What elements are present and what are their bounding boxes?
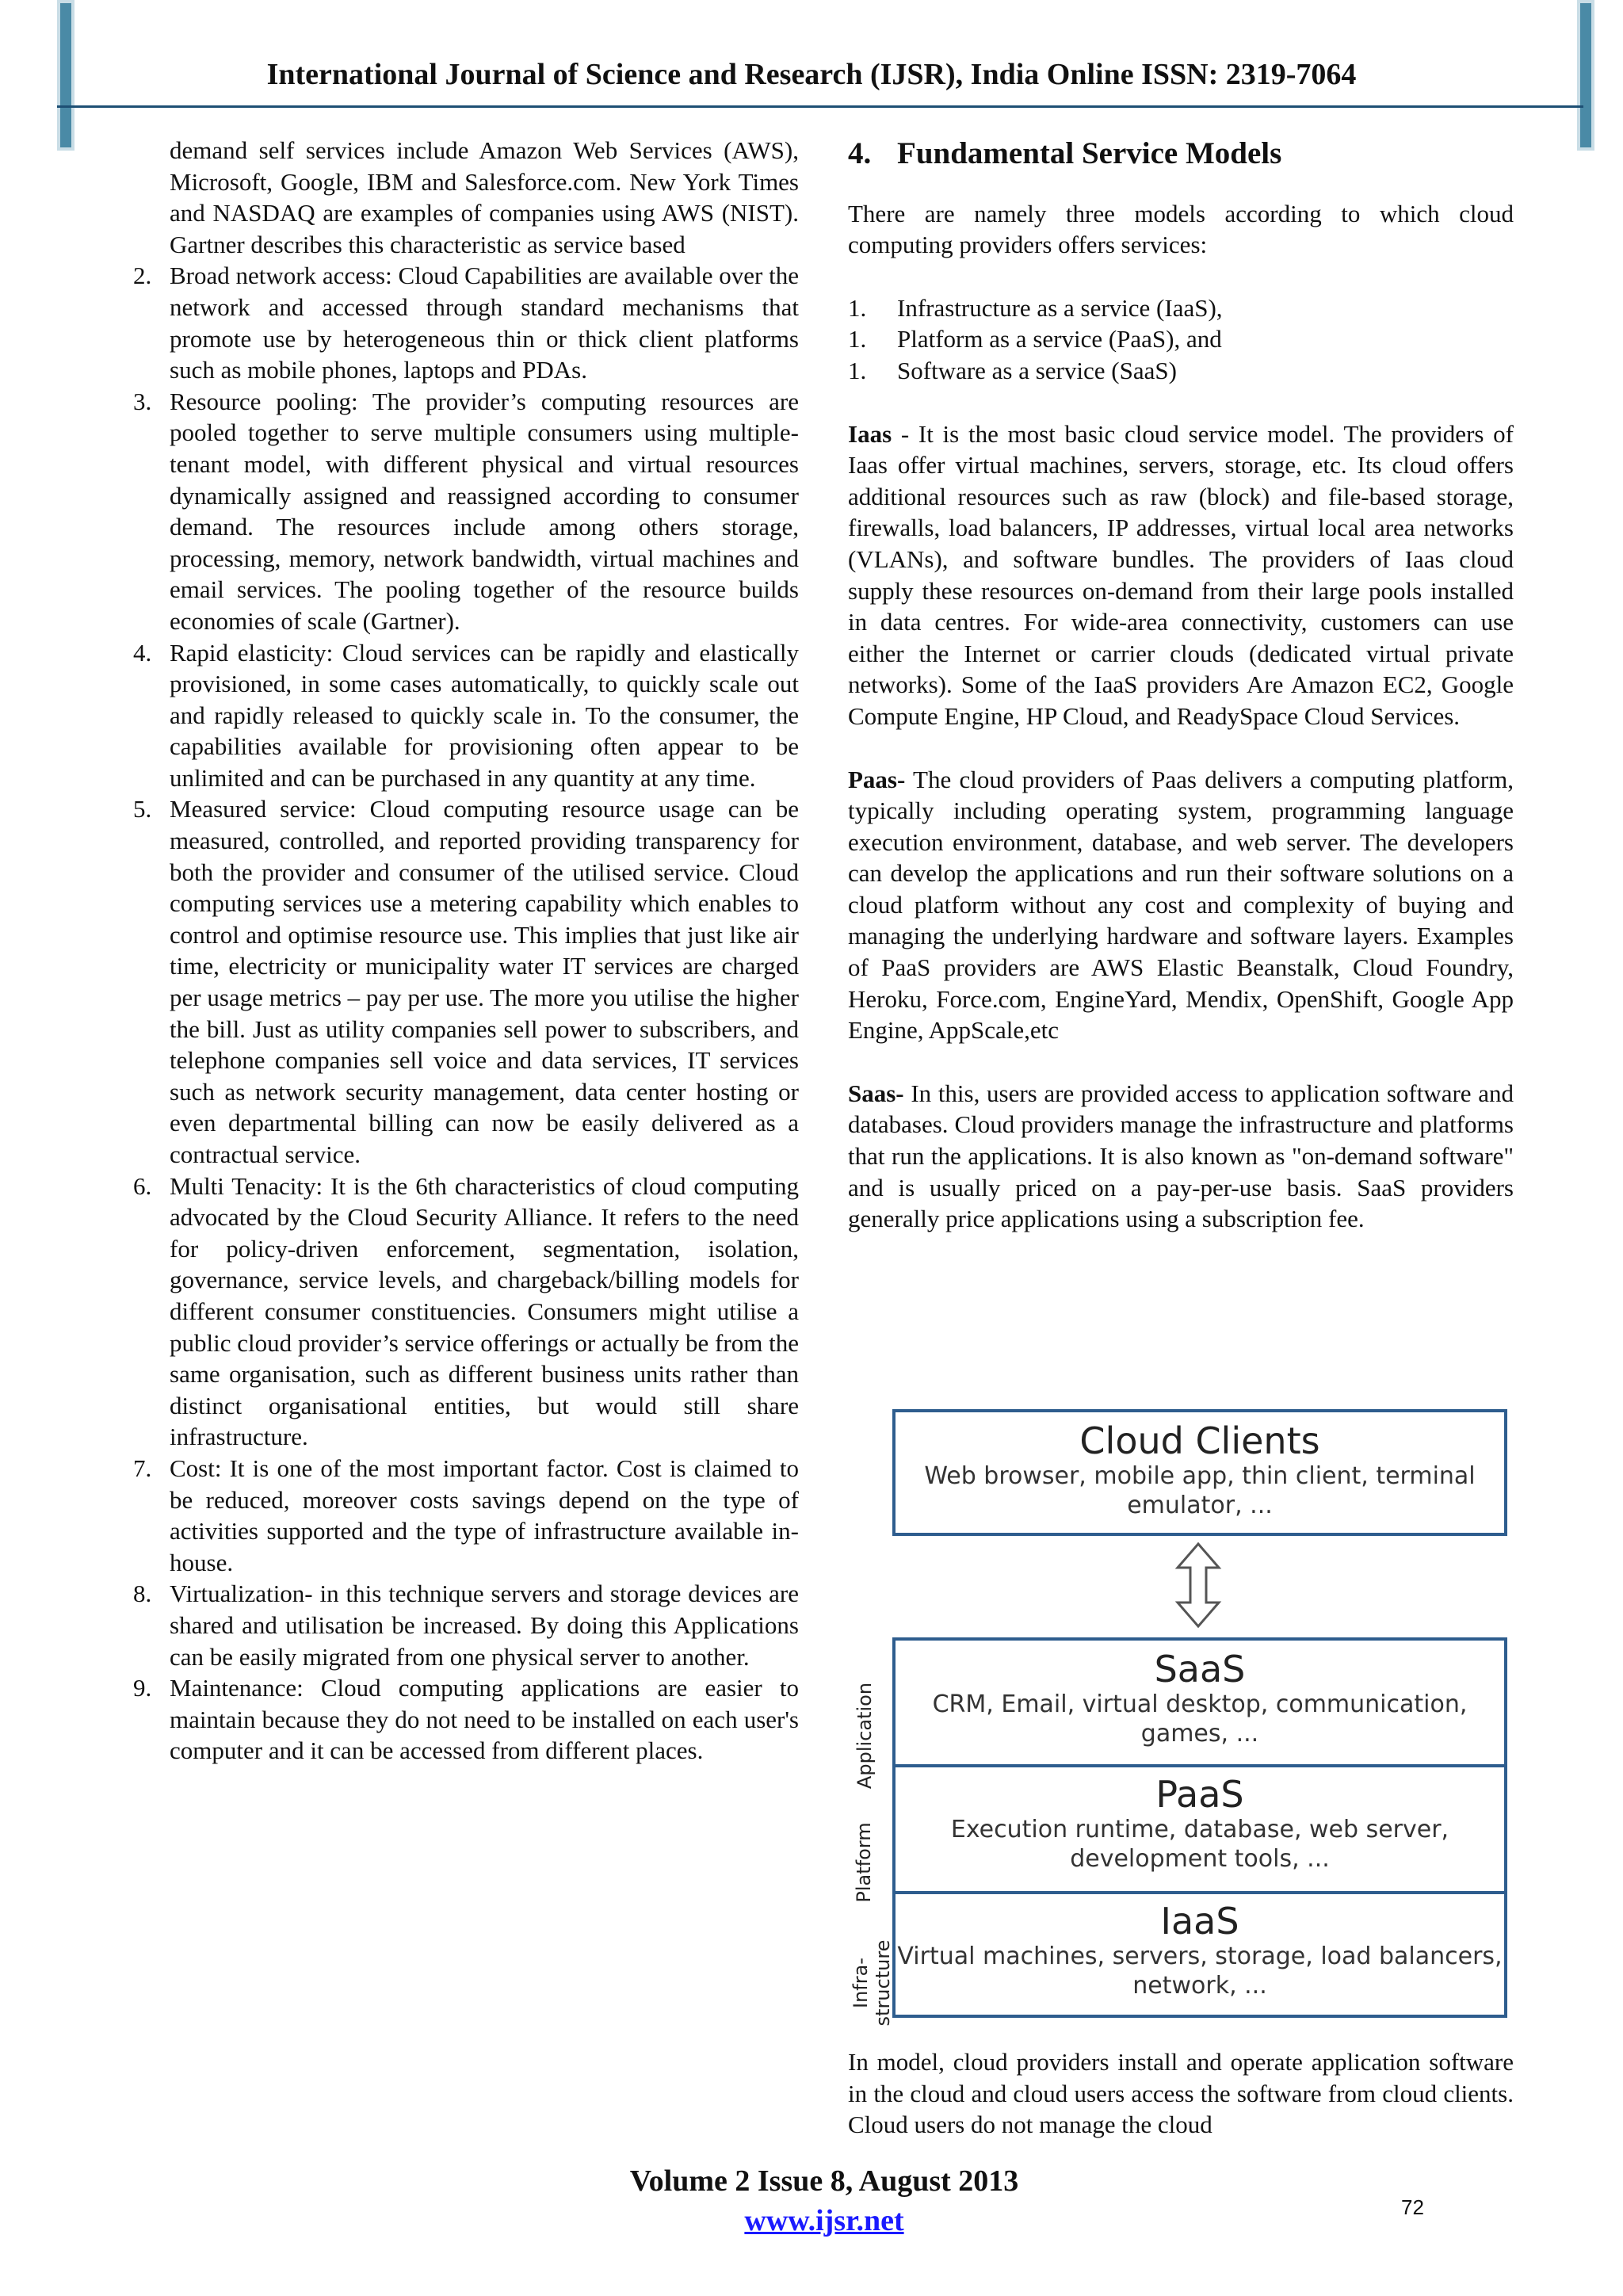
list-item-number: 7. <box>133 1454 152 1482</box>
list-item-text: Multi Tenacity: It is the 6th characteristics of cloud computing advocated by the Cloud Security Alliance. It refers to the need for policy-driven enforcement, segmentation, isolation, governance, service levels, and chargeback/billing models for different consumer constituencies. Consumers might utilise a public cloud provider’s service offerings or actually be from the same organisation, such as different business units rather than distinct organisational entities, but would still share infrastructure. <box>170 1171 799 1451</box>
service-stack <box>892 1637 1507 2018</box>
left-column <box>133 135 799 1767</box>
paas-layer-title: PaaS <box>1155 1773 1244 1816</box>
footer-website-link[interactable]: www.ijsr.net <box>744 2204 904 2237</box>
paas-paragraph <box>848 764 1514 1046</box>
right-column <box>848 135 1514 1235</box>
list-item-text: Broad network access: Cloud Capabilities are available over the network and accessed through standard mechanisms that promote use by heterogeneous thin or thick client platforms such as mobile phones, laptops and PDAs. <box>170 262 799 384</box>
section-number: 4. <box>848 136 872 170</box>
cloud-clients-title: Cloud Clients <box>1079 1419 1320 1462</box>
saas-layer <box>896 1641 1504 1764</box>
paas-term: Paas- <box>848 765 906 793</box>
model-text: Platform as a service (PaaS), and <box>897 325 1222 353</box>
list-item-number: 5. <box>133 795 152 823</box>
iaas-paragraph <box>848 418 1514 732</box>
infra-label-line1: Infra- <box>850 1958 872 2008</box>
model-number: 1. <box>848 356 867 384</box>
list-item-number: 4. <box>133 638 152 667</box>
double-arrow-icon <box>1174 1542 1222 1628</box>
list-item <box>133 793 799 1170</box>
service-models-list <box>848 292 1514 387</box>
saas-term: Saas- <box>848 1079 904 1107</box>
paas-layer <box>896 1764 1504 1891</box>
list-item <box>133 1171 799 1453</box>
journal-header-title: International Journal of Science and Research (IJSR), India Online ISSN: 2319-7064 <box>266 58 1357 91</box>
list-item <box>133 1453 799 1578</box>
infrastructure-label <box>850 1935 894 2030</box>
list-item <box>133 386 799 637</box>
saas-text: In this, users are provided access to application software and databases. Cloud providers manage the infrastructure and platforms that run the applications. It is also known as "on-demand software" and is usually priced on a pay-per-use basis. SaaS providers generally price applications using a subscription fee. <box>848 1079 1514 1233</box>
list-item-text: Cost: It is one of the most important factor. Cost is claimed to be reduced, moreover costs savings depend on the type of activities supported and the type of infrastructure available in-house. <box>170 1454 799 1576</box>
section-title: Fundamental Service Models <box>897 136 1282 170</box>
application-label: Application <box>854 1682 876 1790</box>
list-item <box>133 637 799 794</box>
cloud-service-models-diagram <box>848 1403 1514 2027</box>
model-text: Software as a service (SaaS) <box>897 356 1177 384</box>
model-item <box>848 292 1514 324</box>
list-item-text: Resource pooling: The provider’s computing resources are pooled together to serve multiple consumers using multiple-tenant model, with different physical and virtual resources dynamically assigned and reassigned according to consumer demand. The resources include among others storage, processing, memory, network bandwidth, virtual machines and email services. The pooling together of the resource builds economies of scale (Gartner). <box>170 387 799 635</box>
list-item-text: Maintenance: Cloud computing applications are easier to maintain because they do not need to be installed on each user's computer and it can be accessed from different places. <box>170 1674 799 1765</box>
cloud-clients-subtitle: Web browser, mobile app, thin client, terminal emulator, ... <box>924 1462 1476 1519</box>
list-item <box>133 1672 799 1767</box>
footer-volume: Volume 2 Issue 8, August 2013 <box>629 2164 1019 2198</box>
model-number: 1. <box>848 293 867 322</box>
paas-layer-subtitle: Execution runtime, database, web server, development tools, ... <box>950 1816 1449 1873</box>
iaas-layer-subtitle: Virtual machines, servers, storage, load balancers, network, ... <box>897 1943 1503 2000</box>
iaas-text: - It is the most basic cloud service model. The providers of Iaas offer virtual machines, servers, storage, etc. Its cloud offers additional resources such as raw (block) and file-based storage, firewalls, load balancers, IP addresses, virtual local area networks (VLANs), and software bundles. The providers of Iaas cloud supply these resources on-demand from their large pools installed in data centres. For wide-area connectivity, customers can use either the Internet or carrier clouds (dedicated virtual private networks). Some of the IaaS providers Are Amazon EC2, Google Compute Engine, HP Cloud, and ReadySpace Cloud Services. <box>848 419 1514 730</box>
page-number: 72 <box>1401 2195 1424 2219</box>
list-item-number: 6. <box>133 1171 152 1200</box>
paas-text: The cloud providers of Paas delivers a computing platform, typically including operating system, programming language execution environment, database, and web server. The developers can develop the applications and run their software solutions on a cloud platform without any cost and complexity of buying and managing the underlying hardware and software layers. Examples of PaaS providers are AWS Elastic Beanstalk, Cloud Foundry, Heroku, Force.com, EngineYard, Mendix, OpenShift, Google App Engine, AppScale,etc <box>848 765 1514 1045</box>
model-text: Infrastructure as a service (IaaS), <box>897 293 1223 322</box>
platform-label: Platform <box>853 1822 875 1903</box>
header-divider <box>57 105 1583 108</box>
model-item <box>848 355 1514 387</box>
section-heading <box>848 138 1514 170</box>
list-item <box>133 260 799 385</box>
list-item-text: Virtualization- in this technique servers and storage devices are shared and utilisation be increased. By doing this Applications can be easily migrated from one physical server to another. <box>170 1580 799 1671</box>
item-1-continuation: demand self services include Amazon Web Services (AWS), Microsoft, Google, IBM and Salesforce.com. New York Times and NASDAQ are examples of companies using AWS (NIST). Gartner describes this characteristic as service based <box>170 136 799 258</box>
saas-layer-subtitle: CRM, Email, virtual desktop, communication, games, ... <box>932 1690 1468 1748</box>
iaas-layer <box>896 1891 1504 2015</box>
saas-paragraph <box>848 1078 1514 1235</box>
saas-continuation-paragraph: In model, cloud providers install and operate application software in the cloud and cloud users access the software from cloud clients. Cloud users do not manage the cloud <box>848 2048 1514 2139</box>
cloud-clients-box <box>892 1409 1507 1536</box>
iaas-layer-title: IaaS <box>1160 1900 1239 1943</box>
list-item-number: 9. <box>133 1674 152 1702</box>
model-number: 1. <box>848 325 867 353</box>
list-item-number: 2. <box>133 262 152 290</box>
list-item-number: 3. <box>133 387 152 415</box>
infra-label-line2: structure <box>872 1939 894 2027</box>
list-item <box>133 1578 799 1672</box>
models-intro: There are namely three models according to which cloud computing providers offers services: <box>848 199 1514 259</box>
iaas-term: Iaas <box>848 419 892 448</box>
list-item-text: Rapid elasticity: Cloud services can be rapidly and elastically provisioned, in some cases automatically, to quickly scale out and rapidly released to quickly scale in. To the consumer, the capabilities available for provisioning often appear to be unlimited and can be purchased in any quantity at any time. <box>170 638 799 792</box>
list-item-number: 8. <box>133 1580 152 1608</box>
saas-layer-title: SaaS <box>1154 1648 1246 1690</box>
list-item-text: Measured service: Cloud computing resource usage can be measured, controlled, and reported providing transparency for both the provider and consumer of the utilised service. Cloud computing services use a metering capability which enables to control and optimise resource use. This implies that just like air time, electricity or municipality water IT services are charged per usage metrics – pay per use. The more you utilise the higher the bill. Just as utility companies sell power to subscribers, and telephone companies sell voice and data services, IT services such as network security management, data center hosting or even departmental billing can now be easily delivered as a contractual service. <box>170 795 799 1168</box>
characteristics-list <box>133 260 799 1767</box>
model-item <box>848 323 1514 355</box>
